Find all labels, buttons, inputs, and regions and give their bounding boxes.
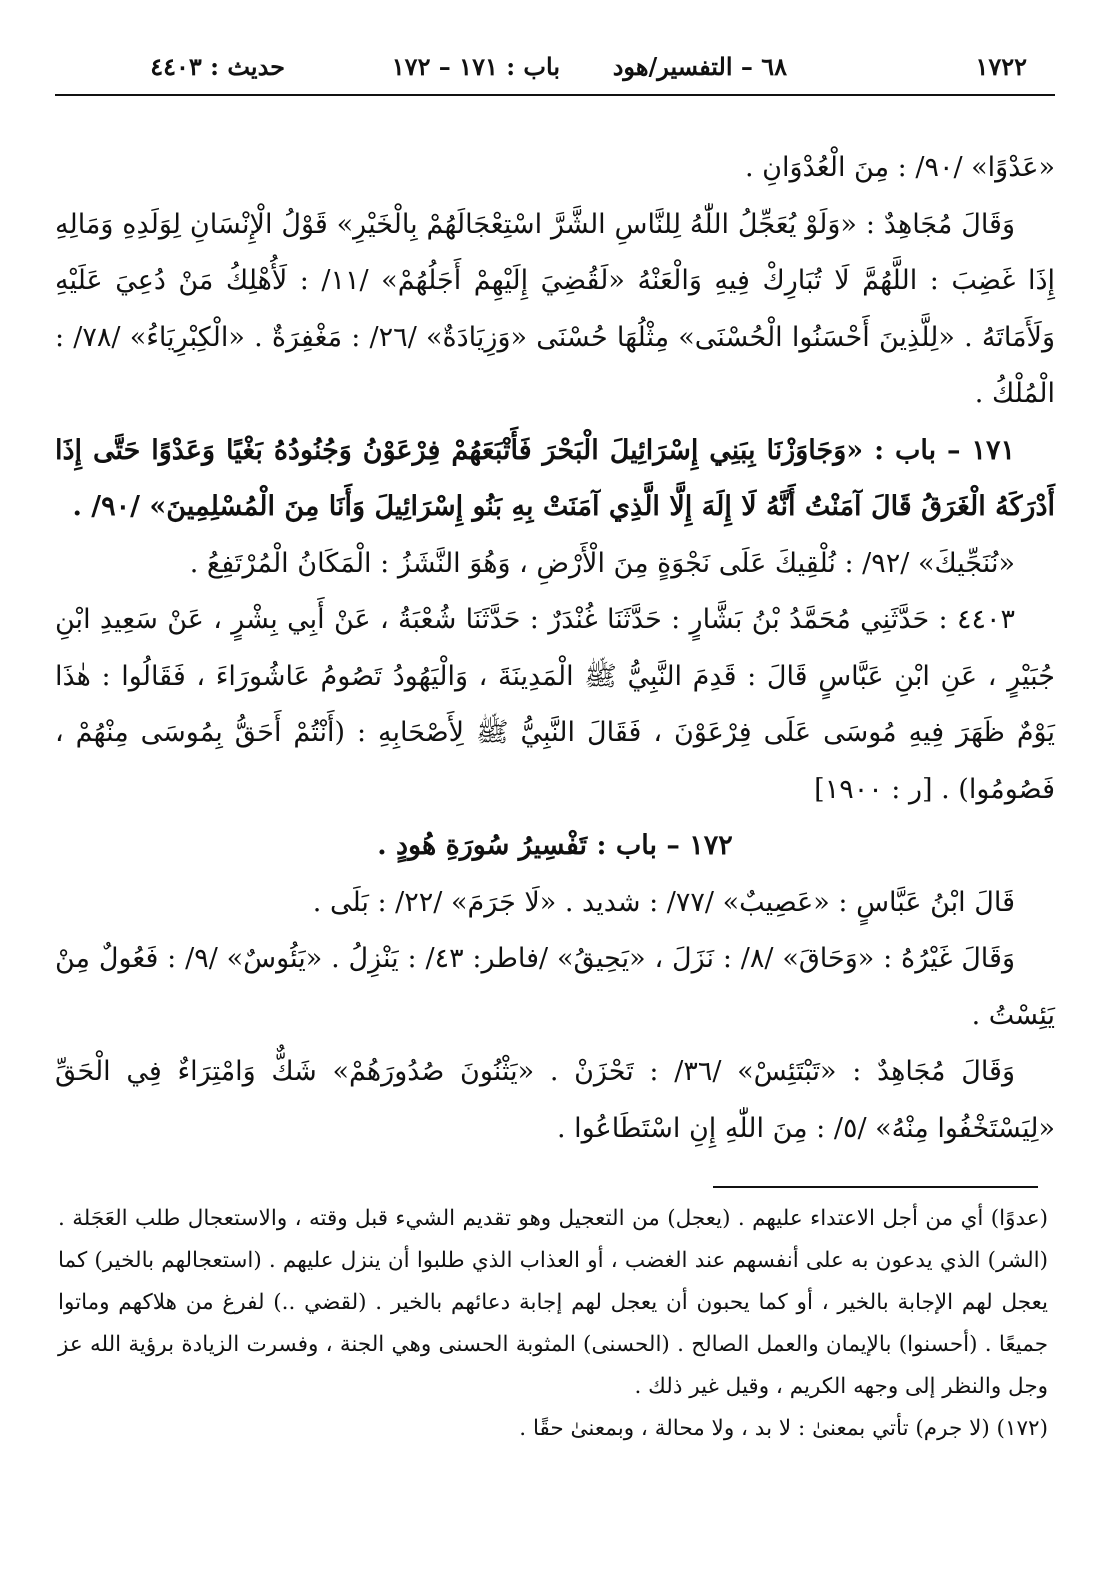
text-paragraph: وَقَالَ مُجَاهِدٌ : «وَلَوْ يُعَجِّلُ اللّٰهُ لِلنَّاسِ الشَّرَّ اسْتِعْجَالَهُمْ بِالْخَيْرِ» قَوْلُ الْإِنْسَانِ لِوَلَدِهِ وَمَالِهِ إِذَا غَضِبَ : اللَّهُمَّ لَا تُبَارِكْ فِيهِ وَالْعَنْهُ «لَقُضِيَ إِلَيْهِمْ أَجَلُهُمْ» /١١/ : لَأُهْلِكُ مَنْ دُعِيَ عَلَيْهِ وَلَأَمَاتَهُ . «لِلَّذِينَ أَحْسَنُوا الْحُسْنَى» مِثْلُهَا حُسْنَى «وَزِيَادَةٌ» /٢٦/ : مَغْفِرَةٌ . «الْكِبْرِيَاءُ» /٧٨/ : الْمُلْكُ .: [55, 208, 1055, 409]
chapter-heading: ١٧٢ – باب : تَفْسِيرُ سُورَةِ هُودٍ .: [377, 830, 733, 861]
hadith-number: حديث : ٤٤٠٣: [150, 52, 285, 81]
footnote: (عدوًا) أي من أجل الاعتداء عليهم . (يعجل) من التعجيل وهو تقديم الشيء قبل وقته ، والاستعجال طلب العَجَلة . (الشر) الذي يدعون به على أنفسهم عند الغضب ، أو العذاب الذي طلبوا أن ينزل عليهم . (استعجالهم بالخير) كما يعجل لهم الإجابة بالخير ، أو كما يحبون أن يعجل لهم إجابة دعائهم بالخير . (لقضي ..) لفرغ من هلاكهم وماتوا جميعًا . (أحسنوا) بالإيمان والعمل الصالح . (الحسنى) المثوبة الحسنى وهي الجنة ، وفسرت الزيادة برؤية الله عز وجل والنظر إلى وجهه الكريم ، وقيل غير ذلك .: [58, 1206, 1048, 1399]
page-number: ١٧٢٢: [975, 52, 1027, 81]
text-paragraph: وَقَالَ مُجَاهِدٌ : «تَبْتَئِسْ» /٣٦/ : تَحْزَنْ . «يَثْنُونَ صُدُورَهُمْ» شَكٌّ وَامْتِرَاءٌ فِي الْحَقِّ «لِيَسْتَخْفُوا مِنْهُ» /٥/ : مِنَ اللّٰهِ إِنِ اسْتَطَاعُوا .: [55, 1056, 1055, 1144]
main-text: [55, 140, 1055, 1157]
footnote-divider: [713, 1186, 1038, 1188]
text-paragraph: قَالَ ابْنُ عَبَّاسٍ : «عَصِيبٌ» /٧٧/ : شديد . «لَا جَرَمَ» /٢٢/ : بَلَى .: [312, 886, 1015, 918]
page-header: [55, 44, 1055, 96]
footnotes: [58, 1198, 1048, 1450]
bab-range: باب : ١٧١ – ١٧٢: [391, 52, 560, 81]
footnote: (١٧٢) (لا جرم) تأتي بمعنىٰ : لا بد ، ولا محالة ، وبمعنىٰ حقًا .: [519, 1416, 1048, 1441]
text-paragraph: وَقَالَ غَيْرُهُ : «وَحَاقَ» /٨/ : نَزَلَ ، «يَحِيقُ» /فاطر: ٤٣/ : يَنْزِلُ . «يَئُوسٌ» /٩/ : فَعُولٌ مِنْ يَئِسْتُ .: [55, 943, 1055, 1031]
book-title: ٦٨ – التفسير/هود: [612, 52, 787, 81]
hadith-paragraph: ٤٤٠٣ : حَدَّثَنِي مُحَمَّدُ بْنُ بَشَّارٍ : حَدَّثَنَا غُنْدَرٌ : حَدَّثَنَا شُعْبَةُ ، عَنْ أَبِي بِشْرٍ ، عَنْ سَعِيدِ ابْنِ جُبَيْرٍ ، عَنِ ابْنِ عَبَّاسٍ قَالَ : قَدِمَ النَّبِيُّ ﷺ الْمَدِينَةَ ، وَالْيَهُودُ تَصُومُ عَاشُورَاءَ ، فَقَالُوا : هٰذَا يَوْمٌ ظَهَرَ فِيهِ مُوسَى عَلَى فِرْعَوْنَ ، فَقَالَ النَّبِيُّ ﷺ لِأَصْحَابِهِ : (أَنْتُمْ أَحَقُّ بِمُوسَى مِنْهُمْ ، فَصُومُوا) . [ر : ١٩٠٠]: [55, 604, 1055, 805]
text-paragraph: «نُنَجِّيكَ» /٩٢/ : نُلْقِيكَ عَلَى نَجْوَةٍ مِنَ الْأَرْضِ ، وَهُوَ النَّشَزُ : الْمَكَانُ الْمُرْتَفِعُ .: [189, 547, 1015, 579]
text-paragraph: «عَدْوًا» /٩٠/ : مِنَ الْعُدْوَانِ .: [745, 152, 1055, 183]
chapter-heading: ١٧١ – باب : «وَجَاوَزْنَا بِبَنِي إِسْرَائِيلَ الْبَحْرَ فَأَتْبَعَهُمْ فِرْعَوْنُ وَجُنُودُهُ بَغْيًا وَعَدْوًا حَتَّى إِذَا أَدْرَكَهُ الْغَرَقُ قَالَ آمَنْتُ أَنَّهُ لَا إِلَهَ إِلَّا الَّذِي آمَنَتْ بِهِ بَنُو إِسْرَائِيلَ وَأَنَا مِنَ الْمُسْلِمِينَ» /٩٠/ .: [55, 434, 1055, 522]
